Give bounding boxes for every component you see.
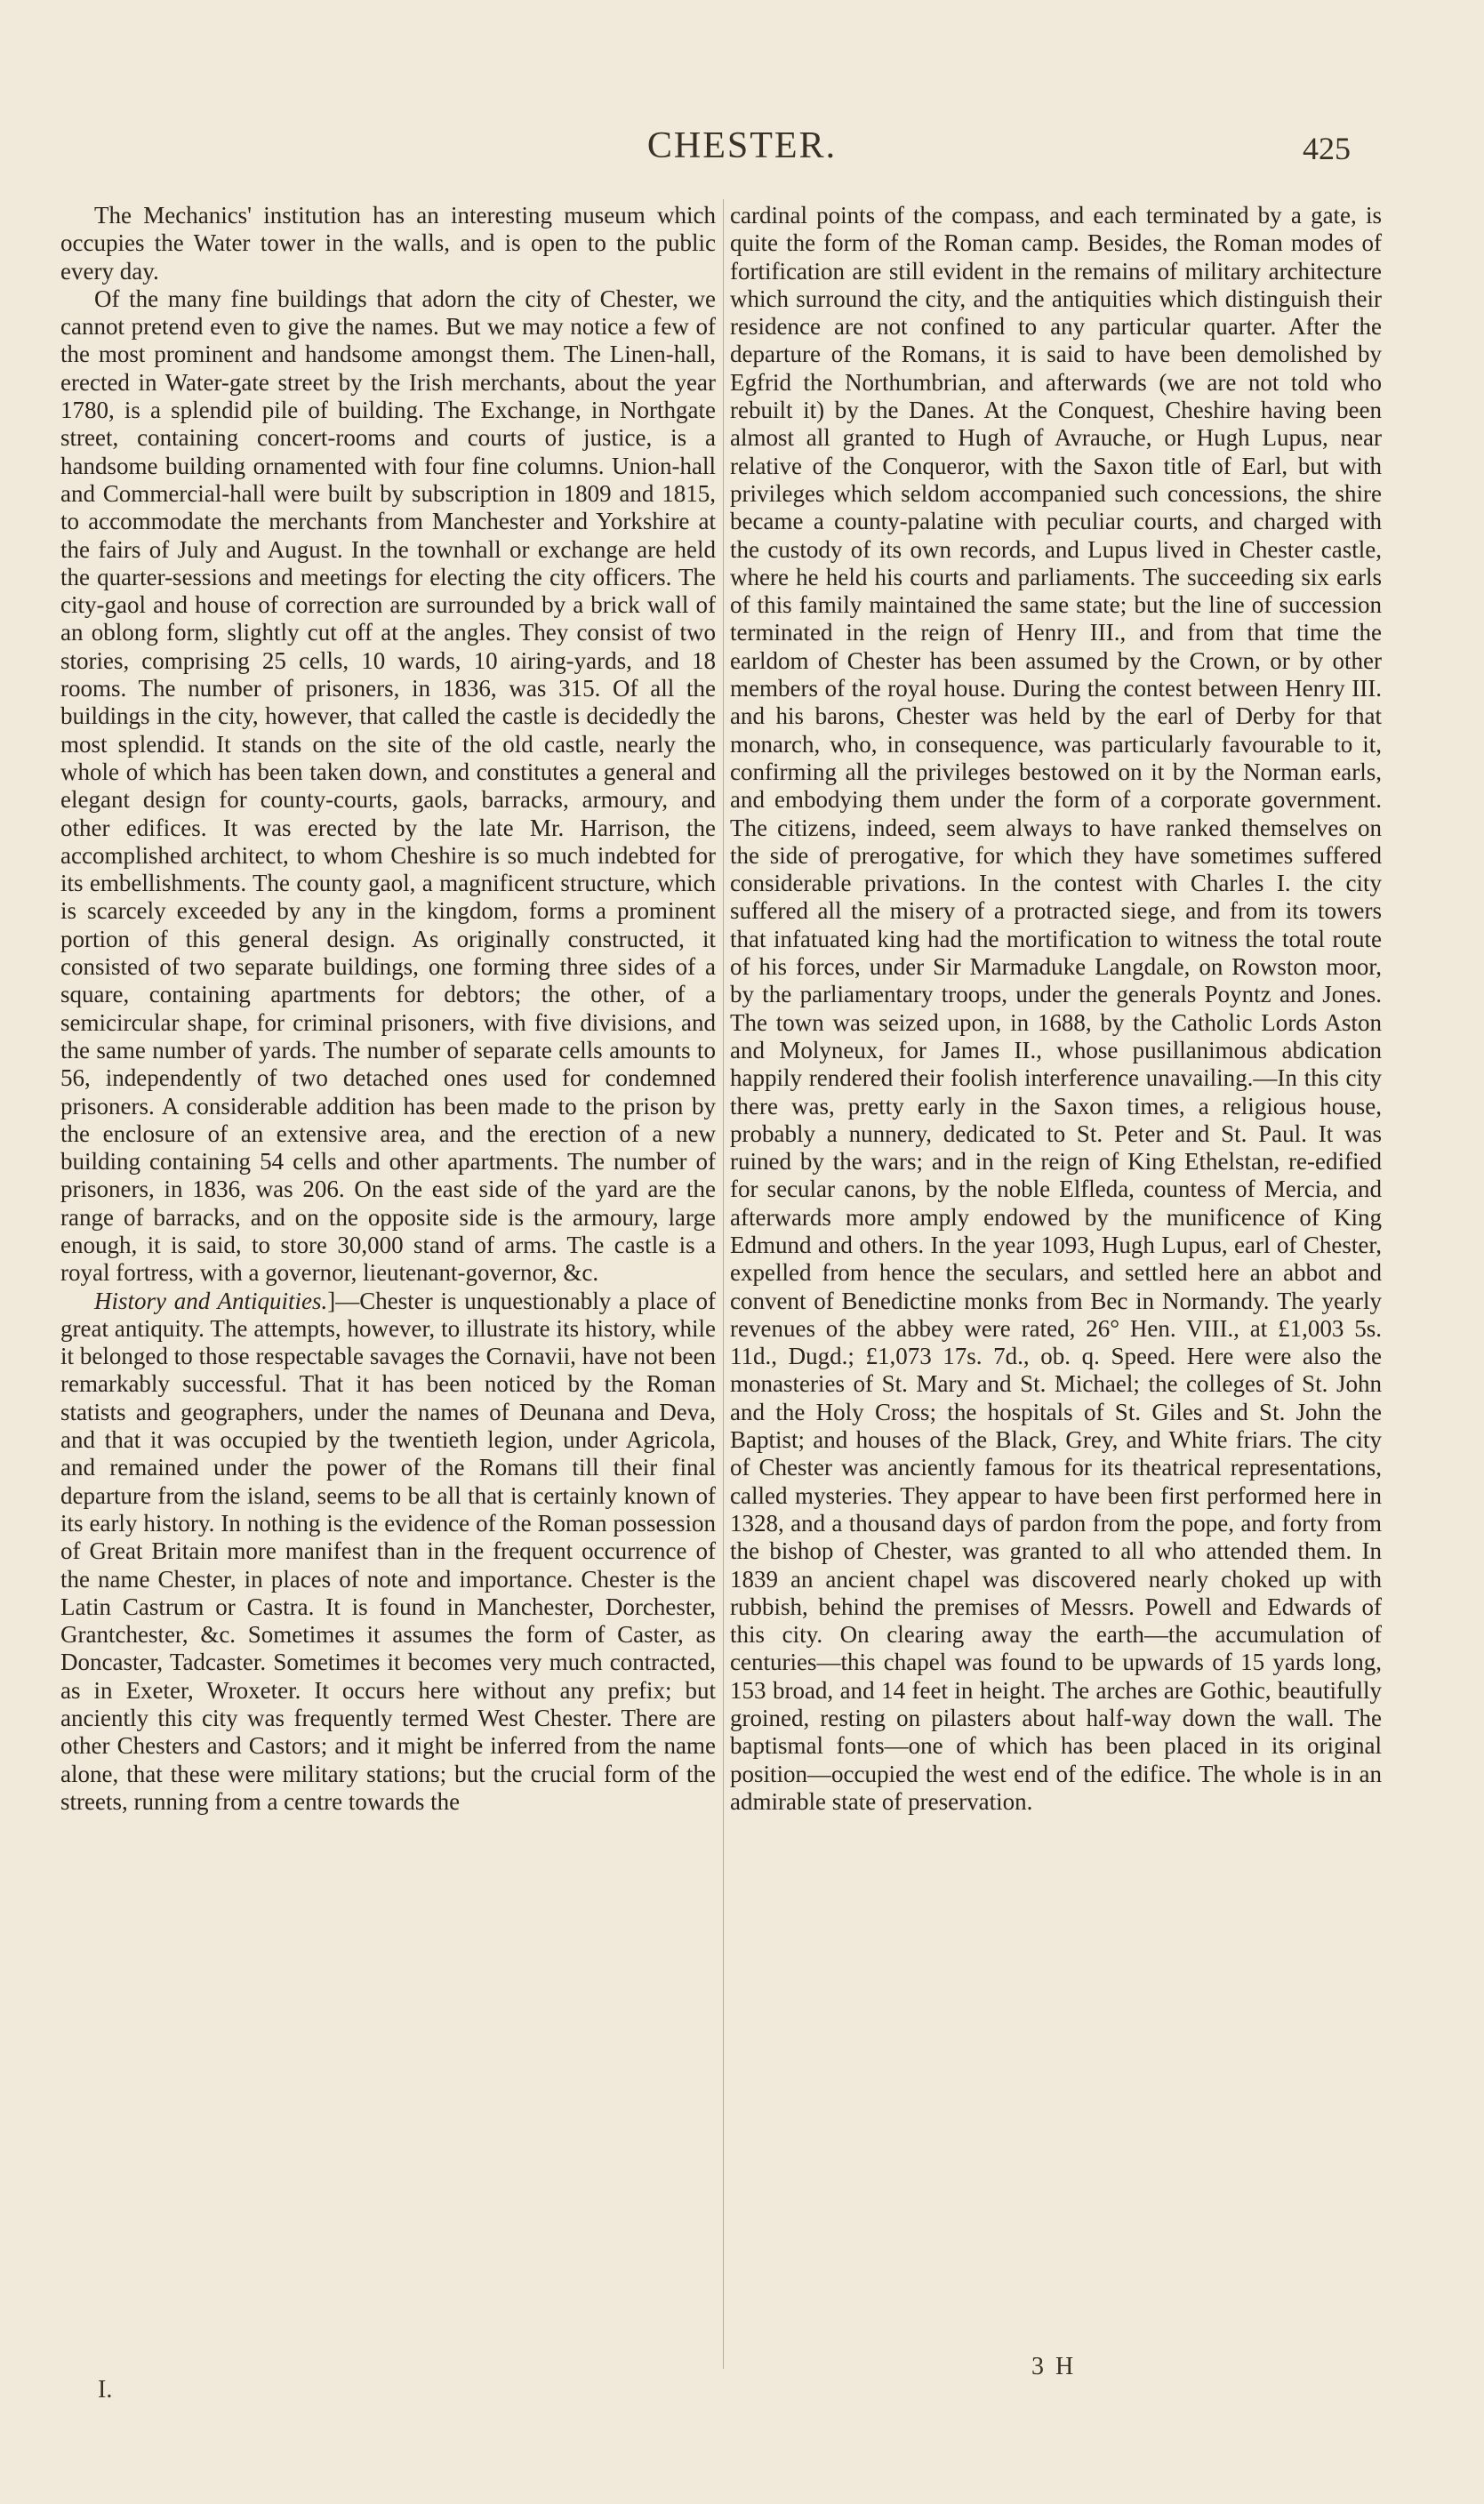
volume-mark: I.	[98, 2376, 113, 2404]
left-column	[60, 202, 716, 1816]
paragraph-mechanics-institution: The Mechanics' institution has an interesting museum which occupies the Water tower in the walls, and is open to the public every day.	[60, 202, 716, 285]
paragraph-history-antiquities	[60, 1288, 716, 1817]
column-divider	[723, 199, 724, 2369]
running-head	[0, 124, 1484, 169]
paragraph-roman-camp-continued: cardinal points of the compass, and each terminated by a gate, is quite the form of the Roman camp. Besides, the Roman modes of fortification are still evident in the remains of military architecture which surround the city, and the antiquities which distinguish their residence are not confined to any particular quarter. After the departure of the Romans, it is said to have been demolished by Egfrid the Northumbrian, and afterwards (we are not told who rebuilt it) by the Danes. At the Conquest, Cheshire having been almost all granted to Hugh of Avrauche, or Hugh Lupus, near relative of the Conqueror, with the Saxon title of Earl, but with privileges which seldom accompanied such concessions, the shire became a county-palatine with peculiar courts, and charged with the custody of its own records, and Lupus lived in Chester castle, where he held his courts and parliaments. The succeeding six earls of this family maintained the same state; but the line of succession terminated in the reign of Henry III., and from that time the earldom of Chester has been assumed by the Crown, or by other members of the royal house. During the contest between Henry III. and his barons, Chester was held by the earl of Derby for that monarch, who, in consequence, was particularly favourable to it, confirming all the privileges bestowed on it by the Norman earls, and embodying them under the form of a corporate government. The citizens, indeed, seem always to have ranked themselves on the side of prerogative, for which they have sometimes suffered considerable privations. In the contest with Charles I. the city suffered all the misery of a protracted siege, and from its towers that infatuated king had the mortification to witness the total route of his forces, under Sir Marmaduke Langdale, on Rowston moor, by the parliamentary troops, under the generals Poyntz and Jones. The town was seized upon, in 1688, by the Catholic Lords Aston and Molyneux, for James II., whose pusillanimous abdication happily rendered their foolish interference unavailing.—In this city there was, pretty early in the Saxon times, a religious house, probably a nunnery, dedicated to St. Peter and St. Paul. It was ruined by the wars; and in the reign of King Ethelstan, re-edified for secular canons, by the noble Elfleda, countess of Mercia, and afterwards more amply endowed by the munificence of King Edmund and others. In the year 1093, Hugh Lupus, earl of Chester, expelled from hence the seculars, and settled here an abbot and convent of Benedictine monks from Bec in Normandy. The yearly revenues of the abbey were rated, 26° Hen. VIII., at £1,003 5s. 11d., Dugd.; £1,073 17s. 7d., ob. q. Speed. Here were also the monasteries of St. Mary and St. Michael; the colleges of St. John and the Holy Cross; the hospitals of St. Giles and St. John the Baptist; and houses of the Black, Grey, and White friars. The city of Chester was anciently famous for its theatrical representations, called mysteries. They appear to have been first performed here in 1328, and a thousand days of pardon from the pope, and forty from the bishop of Chester, was granted to all who attended them. In 1839 an ancient chapel was discovered nearly choked up with rubbish, behind the premises of Messrs. Powell and Edwards of this city. On clearing away the earth—the accumulation of centuries—this chapel was found to be upwards of 15 yards long, 153 broad, and 14 feet in height. The arches are Gothic, beautifully groined, resting on pilasters about half-way down the wall. The baptismal fonts—one of which has been placed in its original position—occupied the west end of the edifice. The whole is in an admirable state of preservation.	[730, 202, 1382, 1815]
section-heading-history: History and Antiquities.	[94, 1287, 328, 1314]
page-number: 425	[1303, 131, 1351, 166]
paragraph-fine-buildings: Of the many fine buildings that adorn the city of Chester, we cannot pretend even to give the names. But we may notice a few of the most prominent and handsome amongst them. The Linen-hall, erected in Water-gate street by the Irish merchants, about the year 1780, is a splendid pile of building. The Exchange, in Northgate street, containing concert-rooms and courts of justice, is a handsome building ornamented with four fine columns. Union-hall and Commercial-hall were built by subscription in 1809 and 1815, to accommodate the merchants from Manchester and Yorkshire at the fairs of July and August. In the townhall or exchange are held the quarter-sessions and meetings for electing the city officers. The city-gaol and house of correction are surrounded by a brick wall of an oblong form, slightly cut off at the angles. They consist of two stories, comprising 25 cells, 10 wards, 10 airing-yards, and 18 rooms. The number of prisoners, in 1836, was 315. Of all the buildings in the city, however, that called the castle is decidedly the most splendid. It stands on the site of the old castle, nearly the whole of which has been taken down, and constitutes a general and elegant design for county-courts, gaols, barracks, armoury, and other edifices. It was erected by the late Mr. Harrison, the accomplished architect, to whom Cheshire is so much indebted for its embellishments. The county gaol, a magnificent structure, which is scarcely exceeded by any in the kingdom, forms a prominent portion of this general design. As originally constructed, it consisted of two separate buildings, one forming three sides of a square, containing apartments for debtors; the other, of a semicircular shape, for criminal prisoners, with five divisions, and the same number of yards. The number of separate cells amounts to 56, independently of two detached ones used for condemned prisoners. A considerable addition has been made to the prison by the enclosure of an extensive area, and the erection of a new building containing 54 cells and other apartments. The number of prisoners, in 1836, was 206. On the east side of the yard are the range of barracks, and on the opposite side is the armoury, large enough, it is said, to store 30,000 stand of arms. The castle is a royal fortress, with a governor, lieutenant-governor, &c.	[60, 285, 716, 1287]
right-column	[730, 202, 1382, 1816]
history-body: ]—Chester is unquestionably a place of great antiquity. The attempts, however, to illustrate its history, while it belonged to those respectable savages the Cornavii, have not been remarkably successful. That it has been noticed by the Roman statists and geographers, under the names of Deunana and Deva, and that it was occupied by the twentieth legion, under Agricola, and remained under the power of the Romans till their final departure from the island, seems to be all that is certainly known of its early history. In nothing is the evidence of the Roman possession of Great Britain more manifest than in the frequent occurrence of the name Chester, in places of note and importance. Chester is the Latin Castrum or Castra. It is found in Manchester, Dorchester, Grantchester, &c. Sometimes it assumes the form of Caster, as Doncaster, Tadcaster. Sometimes it becomes very much contracted, as in Exeter, Wroxeter. It occurs here without any prefix; but anciently this city was frequently termed West Chester. There are other Chesters and Castors; and it might be inferred from the name alone, that these were military stations; but the crucial form of the streets, running from a centre towards the	[60, 1287, 716, 1815]
page-title: CHESTER.	[646, 125, 838, 166]
signature-mark: 3 H	[1031, 2353, 1077, 2380]
